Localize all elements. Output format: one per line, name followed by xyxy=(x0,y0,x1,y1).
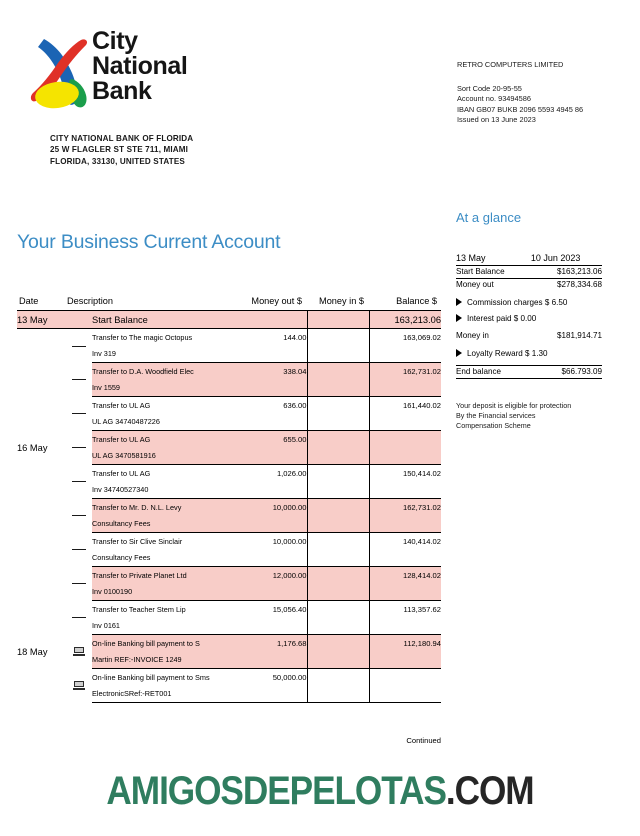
row-money-in-blank xyxy=(307,380,369,397)
row-reference: Inv 0100190 xyxy=(92,584,231,601)
row-date xyxy=(17,533,65,567)
row-description: On-line Banking bill payment to Sms xyxy=(92,669,231,686)
row-money-in-blank xyxy=(307,686,369,703)
row-money-in xyxy=(307,567,369,584)
row-date xyxy=(17,363,65,397)
table-row xyxy=(17,499,441,516)
row-balance: 161,440.02 xyxy=(369,397,441,414)
row-balance: 112,180.94 xyxy=(369,635,441,652)
column-header-description: Description xyxy=(65,296,231,311)
statement-header xyxy=(0,0,640,185)
row-money-out: 50,000.00 xyxy=(231,669,307,686)
row-balance-blank xyxy=(369,652,441,669)
row-balance-blank xyxy=(369,618,441,635)
bank-address-line-3: FLORIDA, 33130, UNITED STATES xyxy=(50,156,185,166)
watermark-part-1: AMIGOSDEPELOTAS xyxy=(106,769,446,813)
row-description: Transfer to Sir Clive Sinclair xyxy=(92,533,231,550)
row-money-out: 15,056.40 xyxy=(231,601,307,618)
glance-loyalty-label: Loyalty Reward $ 1.30 xyxy=(467,348,548,358)
row-money-out-blank xyxy=(231,516,307,533)
row-money-in-blank xyxy=(307,482,369,499)
glance-loyalty-row xyxy=(456,349,622,358)
table-row xyxy=(17,567,441,584)
wordmark-line-3: Bank xyxy=(92,77,152,105)
transfer-dash-icon xyxy=(72,583,86,584)
wordmark-line-1: City xyxy=(92,27,138,55)
transfer-dash-icon xyxy=(72,447,86,448)
deposit-protection-note xyxy=(456,401,622,431)
row-description: Transfer to Mr. D. N.L. Levy xyxy=(92,499,231,516)
row-money-in xyxy=(307,669,369,686)
row-reference: ElectronicSRef:-RET001 xyxy=(92,686,231,703)
row-icon-cell xyxy=(65,363,92,397)
row-money-in-blank xyxy=(307,584,369,601)
bank-wordmark xyxy=(92,29,187,104)
row-money-in xyxy=(307,601,369,618)
column-header-money-in: Money in $ xyxy=(307,296,369,311)
row-balance-blank xyxy=(369,482,441,499)
note-line-3: Compensation Scheme xyxy=(456,420,531,430)
note-line-2: By the Financial services xyxy=(456,410,536,420)
row-icon-cell xyxy=(65,397,92,431)
row-money-out-blank xyxy=(231,652,307,669)
glance-start-balance-value: $163,213.06 xyxy=(523,265,602,278)
row-balance: 150,414.02 xyxy=(369,465,441,482)
transactions-table xyxy=(17,296,441,703)
row-money-out: 12,000.00 xyxy=(231,567,307,584)
row-description: Transfer to UL AG xyxy=(92,465,231,482)
glance-date-to: 10 Jun 2023 xyxy=(523,251,602,265)
row-balance-blank xyxy=(369,346,441,363)
row-reference: Inv 34740527340 xyxy=(92,485,149,495)
row-description: Transfer to UL AG xyxy=(92,431,231,448)
row-money-in xyxy=(307,363,369,380)
glance-end-balance-value: $66.793.09 xyxy=(533,365,602,378)
row-balance: 162,731.02 xyxy=(369,499,441,516)
row-balance: 113,357.62 xyxy=(369,601,441,618)
table-row xyxy=(17,669,441,686)
table-header-row xyxy=(17,296,441,311)
at-a-glance-table-3 xyxy=(456,365,602,379)
row-icon-cell xyxy=(65,567,92,601)
row-reference: Inv 1559 xyxy=(92,380,231,397)
row-money-in-blank xyxy=(307,346,369,363)
row-date xyxy=(17,499,65,533)
row-money-in-blank xyxy=(307,550,369,567)
row-money-out xyxy=(231,311,307,329)
row-date xyxy=(17,601,65,635)
triangle-bullet-icon xyxy=(456,314,462,322)
row-date xyxy=(17,567,65,601)
row-description: Transfer to UL AG xyxy=(92,397,231,414)
transfer-dash-icon xyxy=(72,413,86,414)
glance-start-balance-row xyxy=(456,265,602,278)
page-title: Your Business Current Account xyxy=(17,231,281,253)
glance-money-out-label: Money out xyxy=(456,280,494,289)
account-issue-date: Issued on 13 June 2023 xyxy=(457,115,536,125)
table-row xyxy=(17,601,441,618)
glance-end-balance-row xyxy=(456,365,602,378)
glance-date-from: 13 May xyxy=(456,251,523,265)
table-row xyxy=(17,431,441,448)
row-reference: Consultancy Fees xyxy=(92,553,151,563)
row-balance: 128,414.02 xyxy=(369,567,441,584)
at-a-glance-table xyxy=(456,251,602,291)
glance-money-in-value: $181,914.71 xyxy=(556,331,602,340)
at-a-glance-table-2 xyxy=(456,330,602,342)
transfer-dash-icon xyxy=(72,379,86,380)
row-icon-cell xyxy=(65,431,92,465)
row-money-out: 1,176.68 xyxy=(231,635,307,652)
row-money-out-blank xyxy=(231,618,307,635)
row-reference: UL AG 3470581916 xyxy=(92,448,231,465)
row-money-out-blank xyxy=(231,584,307,601)
row-balance xyxy=(369,431,441,448)
row-date: 18 May xyxy=(17,646,48,657)
row-money-out: 10,000.00 xyxy=(231,499,307,516)
continued-label: Continued xyxy=(406,736,441,745)
glance-money-out-value: $278,334.68 xyxy=(556,280,602,289)
row-balance: 163,069.02 xyxy=(369,329,441,346)
row-icon-cell xyxy=(65,465,92,499)
table-row xyxy=(17,329,441,346)
account-details xyxy=(457,60,583,126)
row-money-out-blank xyxy=(231,550,307,567)
row-money-out: 338.04 xyxy=(231,363,307,380)
row-money-in xyxy=(307,499,369,516)
row-money-in xyxy=(307,635,369,652)
glance-period-row xyxy=(456,251,602,265)
online-banking-laptop-icon xyxy=(73,647,85,656)
triangle-bullet-icon xyxy=(456,298,462,306)
row-money-out: 10,000.00 xyxy=(231,533,307,550)
table-row xyxy=(17,465,441,482)
transactions-body xyxy=(17,311,441,703)
row-money-in-blank xyxy=(307,618,369,635)
row-balance: 140,414.02 xyxy=(369,533,441,550)
row-date: 16 May xyxy=(17,442,48,453)
triangle-bullet-icon xyxy=(456,349,462,357)
row-icon-cell xyxy=(65,533,92,567)
account-iban: IBAN GB07 BUKB 2096 5593 4945 86 xyxy=(457,104,584,114)
row-money-out: 636.00 xyxy=(231,397,307,414)
glance-start-balance-label: Start Balance xyxy=(456,265,523,278)
row-description: Start Balance xyxy=(92,311,231,329)
online-banking-laptop-icon xyxy=(73,681,85,690)
bank-address xyxy=(50,133,193,167)
bank-logo xyxy=(30,27,260,123)
city-national-bank-logo-icon xyxy=(30,33,98,113)
site-watermark xyxy=(38,769,601,814)
row-reference: UL AG 34740487226 xyxy=(92,417,160,427)
glance-money-in-row xyxy=(456,330,602,342)
row-money-in xyxy=(307,465,369,482)
row-description: Transfer to Teacher Stem Lip xyxy=(92,601,231,618)
glance-money-in-label: Money in xyxy=(456,331,489,340)
transfer-dash-icon xyxy=(72,549,86,550)
table-row xyxy=(17,311,441,329)
wordmark-line-2: National xyxy=(92,52,188,80)
row-balance-blank xyxy=(369,380,441,397)
row-reference: Consultancy Fees xyxy=(92,516,231,533)
glance-interest-label: Interest paid $ 0.00 xyxy=(467,313,537,323)
row-balance-blank xyxy=(369,448,441,465)
row-icon-cell xyxy=(65,499,92,533)
row-balance-blank xyxy=(369,414,441,431)
transfer-dash-icon xyxy=(72,617,86,618)
row-balance-blank xyxy=(369,516,441,533)
row-balance-blank xyxy=(369,584,441,601)
transfer-dash-icon xyxy=(72,346,86,347)
table-row xyxy=(17,635,441,652)
account-sort-code: Sort Code 20-95-55 xyxy=(457,83,522,93)
at-a-glance-panel xyxy=(456,210,622,431)
row-icon-cell xyxy=(65,635,92,669)
glance-interest-row xyxy=(456,314,622,323)
row-description: Transfer to Private Planet Ltd xyxy=(92,567,231,584)
row-balance: 162,731.02 xyxy=(369,363,441,380)
transfer-dash-icon xyxy=(72,515,86,516)
row-balance-blank xyxy=(369,686,441,703)
row-balance-blank xyxy=(369,550,441,567)
at-a-glance-title: At a glance xyxy=(456,210,522,225)
row-money-in-blank xyxy=(307,414,369,431)
watermark-part-2: .COM xyxy=(445,769,534,813)
account-company-name: RETRO COMPUTERS LIMITED xyxy=(457,60,564,69)
row-money-in-blank xyxy=(307,516,369,533)
table-row xyxy=(17,533,441,550)
row-reference: Martin REF:-INVOICE 1249 xyxy=(92,652,231,669)
row-description: On-line Banking bill payment to S xyxy=(92,635,231,652)
column-header-date: Date xyxy=(17,296,65,311)
row-money-in xyxy=(307,329,369,346)
glance-money-out-row xyxy=(456,278,602,291)
table-row xyxy=(17,397,441,414)
row-money-out-blank xyxy=(231,482,307,499)
row-money-in xyxy=(307,397,369,414)
row-money-in xyxy=(307,311,369,329)
row-date xyxy=(17,397,65,431)
row-date xyxy=(17,669,65,703)
glance-end-balance-label: End balance xyxy=(456,365,533,378)
account-number: Account no. 93494586 xyxy=(457,94,531,104)
bank-address-line-2: 25 W FLAGLER ST STE 711, MIAMI xyxy=(50,145,189,155)
row-money-in-blank xyxy=(307,448,369,465)
row-money-out-blank xyxy=(231,380,307,397)
row-money-out: 655.00 xyxy=(231,431,307,448)
row-description: Transfer to D.A. Woodfield Elec xyxy=(92,363,231,380)
transfer-dash-icon xyxy=(72,481,86,482)
row-icon-cell xyxy=(65,329,92,363)
row-money-in-blank xyxy=(307,652,369,669)
row-money-out-blank xyxy=(231,686,307,703)
row-date xyxy=(17,329,65,363)
row-reference: Inv 319 xyxy=(92,349,116,359)
table-row xyxy=(17,363,441,380)
row-icon-cell xyxy=(65,669,92,703)
row-money-out-blank xyxy=(231,448,307,465)
row-reference: Inv 0161 xyxy=(92,621,120,631)
row-date: 13 May xyxy=(17,311,92,329)
row-money-out: 144.00 xyxy=(231,329,307,346)
column-header-money-out: Money out $ xyxy=(231,296,307,311)
row-balance: 163,213.06 xyxy=(369,311,441,329)
glance-commission-row xyxy=(456,298,622,307)
glance-commission-label: Commission charges $ 6.50 xyxy=(467,297,568,307)
row-description: Transfer to The magic Octopus xyxy=(92,329,231,346)
row-date xyxy=(17,465,65,499)
bank-address-line-1: CITY NATIONAL BANK OF FLORIDA xyxy=(50,134,194,143)
row-money-in xyxy=(307,431,369,448)
note-line-1: Your deposit is eligible for protection xyxy=(456,400,572,410)
row-icon-cell xyxy=(65,601,92,635)
row-money-out: 1,026.00 xyxy=(231,465,307,482)
row-money-out-blank xyxy=(231,346,307,363)
row-money-in xyxy=(307,533,369,550)
row-balance xyxy=(369,669,441,686)
row-money-out-blank xyxy=(231,414,307,431)
column-header-balance: Balance $ xyxy=(369,296,441,311)
